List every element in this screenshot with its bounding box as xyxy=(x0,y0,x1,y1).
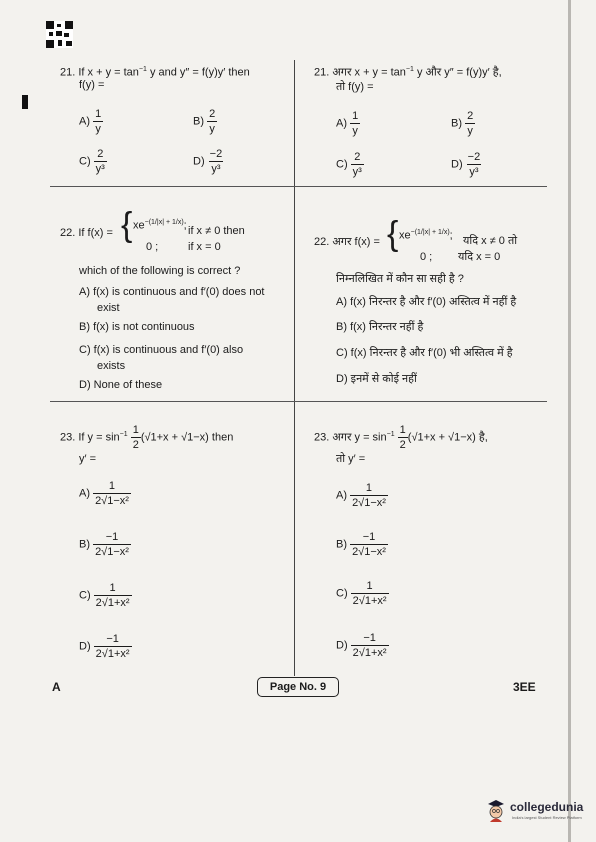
q21-hi-line1: 21. अगर $x + y = \tan^{-1} y$ और y″ = f(y)y′ है, xyxy=(314,66,502,79)
q22-en-option-a-cont: exist xyxy=(97,302,120,314)
q22-hi-option-b[interactable]: B) f(x) निरन्तर नहीं है xyxy=(336,321,424,333)
q21-en-number: 21. xyxy=(60,66,76,79)
q22-en-option-b[interactable]: B) f(x) is not continuous xyxy=(79,321,195,333)
q22-en-option-a[interactable]: A) f(x) is continuous and f′(0) does not xyxy=(79,286,265,298)
column-divider xyxy=(294,60,295,676)
q22-hi-question: निम्नलिखित में कौन सा सही है ? xyxy=(336,273,464,285)
q21-en-line1: 21. If $x + y = \tan^{-1} y$ and y″ = f(y)y′ then xyxy=(60,66,250,79)
q23-en-line2: y′ = xyxy=(79,453,97,465)
q22-hi-option-c[interactable]: C) f(x) निरन्तर है और f′(0) भी अस्तित्व में है xyxy=(336,347,513,359)
q23-en-option-d[interactable]: D) $\frac{-1}{\text{2√1+x²}}$ xyxy=(79,633,130,660)
brace-icon: { xyxy=(387,215,399,253)
q21-en-option-a[interactable]: A) $\frac{1}{y}$ xyxy=(79,108,102,135)
q21-en-line2: f(y) = xyxy=(79,79,105,91)
q23-en-option-c[interactable]: C) $\frac{1}{\text{2√1+x²}}$ xyxy=(79,582,130,609)
collegedunia-logo-icon xyxy=(485,798,507,822)
q22-en-piece2: 0 ; xyxy=(146,241,159,253)
q21-hi-option-a[interactable]: A) $\frac{1}{y}$ xyxy=(336,110,359,137)
q23-en-line1: 23. If $y = \sin^{-1}$ $\frac{1}{2}$ (√1+x + √1−x) then xyxy=(60,424,234,451)
footer-paper-code: 3EE xyxy=(513,680,536,694)
q23-hi-option-a[interactable]: A) $\frac{1}{\text{2√1−x²}}$ xyxy=(336,482,386,509)
q22-en-cond2: if x = 0 xyxy=(188,241,221,253)
watermark-tagline: India's largest Student Review Platform xyxy=(512,815,582,820)
page-number: Page No. 9 xyxy=(257,677,339,697)
q23-hi-option-d[interactable]: D) $\frac{-1}{\text{2√1+x²}}$ xyxy=(336,632,387,659)
q22-hi-option-a[interactable]: A) f(x) निरन्तर है और f′(0) अस्तित्व में नहीं है xyxy=(336,296,517,308)
qr-code-icon xyxy=(46,21,73,48)
q23-en-option-b[interactable]: B) $\frac{-1}{\text{2√1−x²}}$ xyxy=(79,531,129,558)
q21-en-option-d[interactable]: D) $\frac{-2}{\text{y³}}$ xyxy=(193,148,223,175)
q22-hi-cond2: यदि x = 0 xyxy=(458,251,501,263)
brace-icon: { xyxy=(121,206,133,244)
q21-hi-option-b[interactable]: B) $\frac{2}{y}$ xyxy=(451,110,474,137)
q23-hi-option-b[interactable]: B) $\frac{-1}{\text{2√1−x²}}$ xyxy=(336,531,386,558)
q22-en-option-c-cont: exists xyxy=(97,360,126,372)
q22-en-piece1: $xe^{-(1/|x| + 1/x)}$; xyxy=(133,219,187,232)
q23-hi-option-c[interactable]: C) $\frac{1}{\text{2√1+x²}}$ xyxy=(336,580,387,607)
scan-edge xyxy=(568,0,571,842)
q22-hi-piece1: $xe^{-(1/|x| + 1/x)}$; xyxy=(399,229,453,242)
q22-hi-lead: 22. अगर f(x) = xyxy=(314,236,380,248)
q23-hi-line2: तो y′ = xyxy=(336,453,366,465)
q22-hi-piece2: 0 ; xyxy=(420,251,433,263)
q22-en-option-c[interactable]: C) f(x) is continuous and f′(0) also xyxy=(79,344,244,356)
margin-mark xyxy=(22,95,28,109)
q23-hi-line1: 23. अगर $y = \sin^{-1}$ $\frac{1}{2}$ (√1+x + √1−x) है, xyxy=(314,424,488,451)
q22-hi-option-d[interactable]: D) इनमें से कोई नहीं xyxy=(336,373,417,385)
q21-hi-option-c[interactable]: C) $\frac{2}{\text{y³}}$ xyxy=(336,151,362,178)
q22-en-option-d[interactable]: D) None of these xyxy=(79,379,163,391)
q23-en-option-a[interactable]: A) $\frac{1}{\text{2√1−x²}}$ xyxy=(79,480,129,507)
watermark-name: collegedunia xyxy=(510,800,584,814)
q22-en-question: which of the following is correct ? xyxy=(79,265,241,277)
separator xyxy=(50,401,547,402)
q21-hi-line2: तो f(y) = xyxy=(336,81,374,93)
q22-hi-cond1: यदि x ≠ 0 तो xyxy=(463,235,518,247)
q21-hi-option-d[interactable]: D) $\frac{-2}{\text{y³}}$ xyxy=(451,151,481,178)
q21-en-option-c[interactable]: C) $\frac{2}{\text{y³}}$ xyxy=(79,148,105,175)
q22-en-lead: 22. If f(x) = xyxy=(60,227,113,239)
q22-en-cond1: if x ≠ 0 then xyxy=(188,225,245,237)
q21-en-option-b[interactable]: B) $\frac{2}{y}$ xyxy=(193,108,216,135)
separator xyxy=(50,186,547,187)
footer-set-code: A xyxy=(52,680,61,694)
